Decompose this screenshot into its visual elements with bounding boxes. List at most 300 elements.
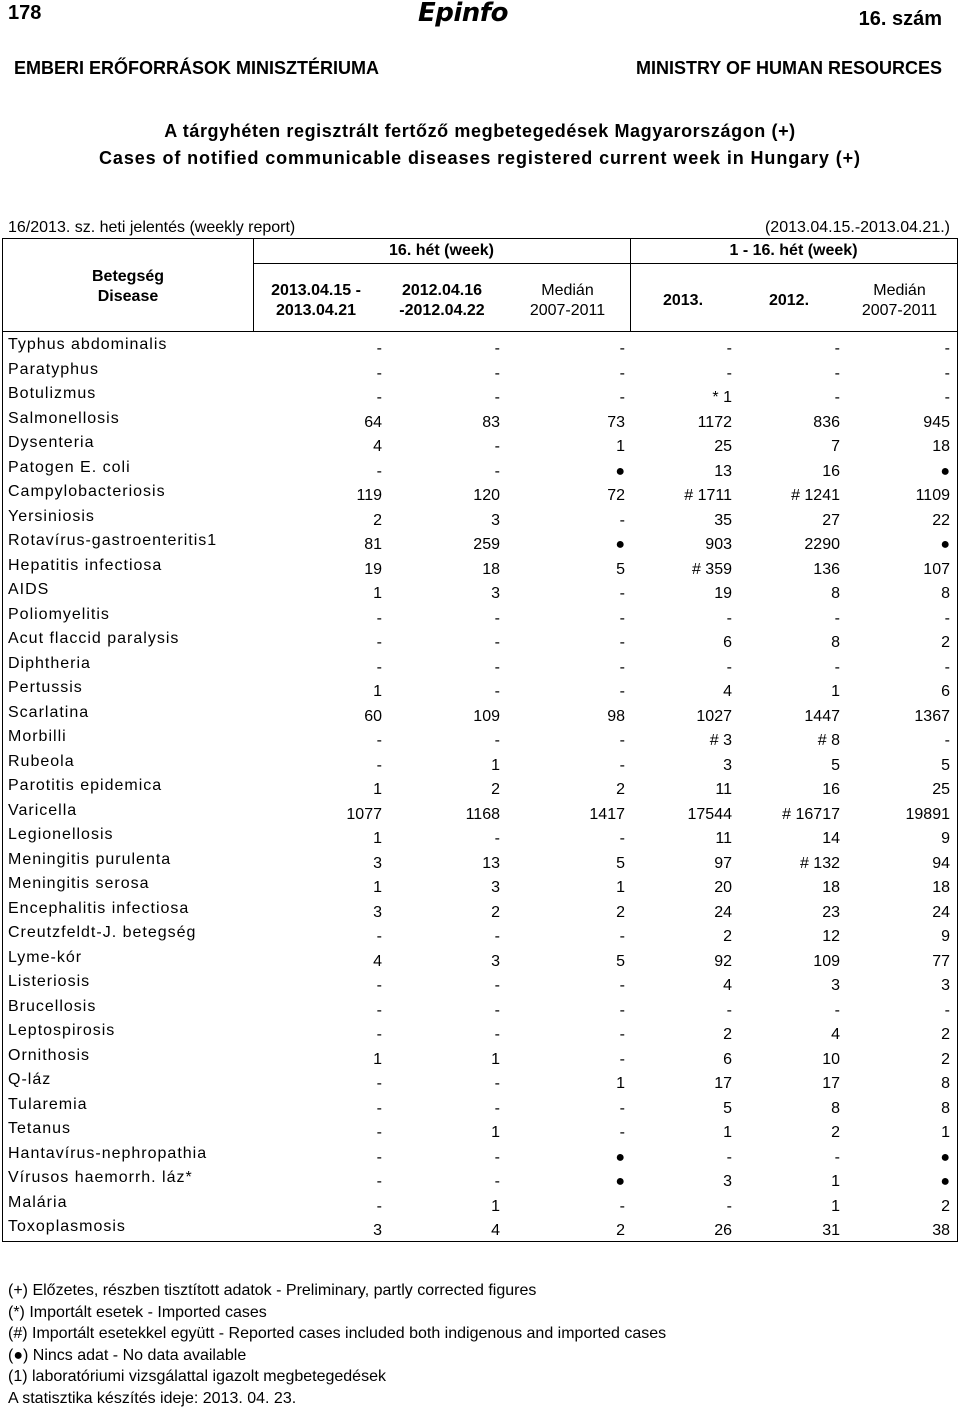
cell-value: 81 — [364, 536, 382, 553]
cell-value: ● — [940, 1173, 950, 1190]
cell-value: 2 — [723, 928, 732, 945]
cell-value: - — [619, 756, 625, 774]
cell-value: - — [834, 364, 840, 382]
footnotes — [8, 1280, 666, 1409]
cell-value: 18 — [482, 560, 500, 578]
table-row — [2, 922, 958, 947]
cell-value: - — [944, 732, 950, 749]
cell-value: 1447 — [804, 707, 840, 725]
table-row — [2, 579, 958, 604]
cell-value: - — [834, 389, 840, 406]
cell-value: 3 — [373, 854, 382, 872]
cell-value: - — [494, 683, 500, 700]
cell-value: 3 — [723, 1173, 732, 1190]
cell-value: - — [376, 977, 382, 994]
cell-value: 77 — [932, 952, 950, 970]
table-row — [2, 947, 958, 972]
cell-value: 4 — [723, 977, 732, 994]
cell-value: - — [376, 658, 382, 676]
table-row — [2, 898, 958, 923]
col-median-week-l2: 2007-2011 — [529, 302, 606, 319]
col-median-cum-l2: 2007-2011 — [861, 302, 938, 319]
table-row — [2, 457, 958, 482]
table-row — [2, 506, 958, 531]
cell-value: - — [619, 511, 625, 529]
disease-name: Hantavírus-nephropathia — [8, 1144, 208, 1162]
issue-number: 16. szám — [858, 8, 942, 30]
cell-value: 1 — [491, 756, 500, 774]
table-row — [2, 334, 958, 359]
cell-value: 8 — [831, 634, 840, 651]
cell-value: - — [494, 1026, 500, 1043]
cell-value: 10 — [822, 1050, 840, 1068]
table-row — [2, 824, 958, 849]
table-row — [2, 1167, 958, 1192]
cell-value: # 132 — [799, 854, 840, 872]
cell-value: 1172 — [697, 413, 732, 431]
cell-value: 27 — [822, 511, 840, 529]
cell-value: # 8 — [817, 732, 840, 749]
table-row — [2, 359, 958, 384]
cell-value: - — [619, 340, 625, 357]
cell-value: 8 — [941, 585, 950, 602]
cell-value: - — [619, 1050, 625, 1068]
cell-value: 72 — [607, 487, 625, 504]
cell-value: 1 — [373, 830, 382, 847]
cell-value: 2 — [491, 781, 500, 798]
cell-value: - — [376, 756, 382, 774]
table-row — [2, 1020, 958, 1045]
table-row — [2, 849, 958, 874]
disease-name: Paratyphus — [8, 360, 99, 378]
cell-value: - — [726, 658, 732, 676]
cell-value: 8 — [941, 1099, 950, 1117]
cell-value: 12 — [822, 928, 840, 945]
disease-header — [3, 267, 253, 307]
disease-name: Malária — [8, 1193, 68, 1211]
cell-value: 8 — [831, 1099, 840, 1117]
table-row — [2, 530, 958, 555]
cell-value: 136 — [813, 560, 840, 578]
cell-value: - — [376, 732, 382, 749]
cell-value: 92 — [714, 952, 732, 970]
cell-value: - — [619, 1001, 625, 1019]
cell-value: 4 — [373, 952, 382, 970]
disease-name: Poliomyelitis — [8, 605, 110, 623]
cell-value: 1 — [831, 1173, 840, 1190]
col-prev-week-l2: -2012.04.22 — [399, 302, 485, 319]
footnote-preliminary: (+) Előzetes, részben tisztított adatok - Preliminary, partly corrected figures — [8, 1282, 537, 1299]
cell-value: - — [619, 634, 625, 651]
footnote-included: (#) Importált esetekkel együtt - Reported cases included both indigenous and imported cases — [8, 1325, 667, 1342]
cell-value: - — [494, 462, 500, 480]
table-row — [2, 1118, 958, 1143]
cell-value: - — [619, 977, 625, 994]
table-row — [2, 873, 958, 898]
cell-value: - — [619, 1026, 625, 1043]
cell-value: 5 — [616, 854, 625, 872]
header-divider — [253, 263, 957, 264]
cell-value: 2 — [941, 1050, 950, 1068]
disease-header-en: Disease — [97, 288, 159, 305]
footnote-lab-confirmed: (1) laboratóriumi vizsgálattal igazolt megbetegedések — [8, 1368, 386, 1385]
cell-value: 25 — [714, 438, 732, 455]
cell-value: - — [834, 609, 840, 627]
cell-value: 1 — [373, 683, 382, 700]
cell-value: - — [376, 340, 382, 357]
cell-value: 120 — [473, 487, 500, 504]
report-number: 16/2013. sz. heti jelentés (weekly report) — [8, 219, 296, 236]
cell-value: 18 — [932, 438, 950, 455]
cell-value: 2 — [616, 903, 625, 921]
cell-value: 35 — [714, 511, 732, 529]
disease-name: Meningitis purulenta — [8, 850, 172, 868]
cell-value: - — [619, 732, 625, 749]
cell-value: - — [619, 1197, 625, 1215]
cell-value: ● — [940, 536, 950, 553]
cell-value: 5 — [616, 560, 625, 578]
cell-value: 5 — [941, 756, 950, 774]
cell-value: 1 — [831, 683, 840, 700]
disease-name: Hepatitis infectiosa — [8, 556, 163, 574]
cell-value: 1367 — [914, 707, 950, 725]
disease-name: Encephalitis infectiosa — [8, 899, 190, 917]
cell-value: 2290 — [804, 536, 840, 553]
cell-value: - — [726, 340, 732, 357]
cell-value: 3 — [373, 903, 382, 921]
disease-name: Acut flaccid paralysis — [8, 630, 180, 647]
cell-value: 4 — [831, 1026, 840, 1043]
cell-value: ● — [615, 462, 625, 480]
table-row — [2, 628, 958, 653]
cell-value: 25 — [932, 781, 950, 798]
cell-value: - — [494, 830, 500, 847]
cell-value: 8 — [831, 585, 840, 602]
disease-header-hu: Betegség — [91, 268, 165, 285]
cell-value: 1 — [491, 1197, 500, 1215]
cell-value: 11 — [715, 830, 732, 847]
cell-value: 109 — [813, 952, 840, 970]
cell-value: - — [494, 634, 500, 651]
table-row — [2, 1094, 958, 1119]
col-prev-week-l1: 2012.04.16 — [401, 282, 483, 299]
cell-value: - — [834, 340, 840, 357]
disease-name: Lyme-kór — [8, 948, 83, 966]
cell-value: 3 — [491, 952, 500, 970]
cell-value: 1 — [723, 1124, 732, 1141]
disease-name: Rotavírus-gastroenteritis1 — [8, 532, 218, 549]
cell-value: 9 — [941, 830, 950, 847]
disease-name: Meningitis serosa — [8, 875, 150, 892]
cell-value: 38 — [932, 1222, 950, 1239]
disease-name: Ornithosis — [8, 1046, 91, 1064]
cell-value: - — [944, 340, 950, 357]
cell-value: - — [376, 364, 382, 382]
cell-value: - — [944, 658, 950, 676]
cell-value: 1 — [373, 1050, 382, 1068]
cell-value: 26 — [714, 1222, 732, 1239]
footnote-generated-date: A statisztika készítés ideje: 2013. 04. 23. — [8, 1389, 297, 1407]
cell-value: 3 — [491, 511, 500, 529]
cell-value: 2 — [491, 903, 500, 921]
cell-value: - — [834, 1001, 840, 1019]
cell-value: 1417 — [589, 805, 625, 823]
cell-value: 11 — [715, 781, 732, 798]
cell-value: ● — [615, 1148, 625, 1166]
cell-value: 903 — [705, 536, 732, 553]
disease-name: Patogen E. coli — [8, 458, 131, 476]
disease-name: Yersiniosis — [8, 507, 95, 525]
disease-name: Salmonellosis — [8, 409, 120, 427]
cell-value: 119 — [356, 487, 382, 504]
cell-value: - — [619, 830, 625, 847]
cell-value: 259 — [473, 536, 500, 553]
cell-value: - — [726, 364, 732, 382]
col-median-week-header — [505, 281, 630, 321]
cell-value: 19 — [714, 585, 732, 602]
cell-value: 1 — [373, 585, 382, 602]
cell-value: 1 — [491, 1050, 500, 1068]
cell-value: 107 — [923, 560, 950, 578]
cell-value: # 3 — [709, 732, 732, 749]
cell-value: - — [376, 1124, 382, 1141]
cell-value: - — [494, 609, 500, 627]
cell-value: - — [494, 438, 500, 455]
cell-value: - — [376, 1026, 382, 1043]
disease-name: Vírusos haemorrh. láz* — [8, 1169, 193, 1186]
col-median-week-l1: Medián — [541, 282, 594, 299]
table-row — [2, 1143, 958, 1168]
cell-value: - — [494, 340, 500, 357]
cell-value: 31 — [822, 1222, 840, 1239]
col-current-week-l2: 2013.04.21 — [275, 302, 357, 319]
col-median-cum-header — [842, 281, 957, 321]
cell-value: 2 — [941, 1197, 950, 1215]
cell-value: 8 — [941, 1075, 950, 1092]
cell-value: - — [944, 1001, 950, 1019]
cell-value: 2 — [941, 634, 950, 651]
cell-value: - — [834, 658, 840, 676]
disease-name: Legionellosis — [8, 826, 114, 843]
table-row — [2, 1045, 958, 1070]
col-2013-header: 2013. — [662, 292, 704, 309]
cell-value: - — [619, 683, 625, 700]
table-row — [2, 751, 958, 776]
disease-name: Campylobacteriosis — [8, 483, 166, 500]
epinfo-logo: Epinfo — [418, 0, 508, 28]
cell-value: 18 — [932, 879, 950, 896]
disease-name: Q-láz — [8, 1071, 52, 1088]
cell-value: 17 — [822, 1075, 840, 1092]
cell-value: # 16717 — [782, 805, 840, 823]
disease-name: Botulizmus — [8, 385, 97, 402]
cell-value: 13 — [714, 462, 732, 480]
cell-value: # 359 — [691, 560, 732, 578]
footnote-no-data: (●) Nincs adat - No data available — [8, 1346, 247, 1364]
cell-value: 24 — [932, 903, 950, 921]
table-row — [2, 775, 958, 800]
cell-value: 24 — [714, 903, 732, 921]
cell-value: # 1241 — [791, 487, 840, 504]
disease-name: Brucellosis — [8, 997, 97, 1015]
footnote-imported: (*) Importált esetek - Imported cases — [8, 1303, 267, 1321]
disease-name: Morbilli — [8, 728, 67, 745]
cell-value: 1 — [616, 1075, 625, 1092]
cell-value: - — [376, 1197, 382, 1215]
ministry-name-hu: EMBERI ERŐFORRÁSOK MINISZTÉRIUMA — [14, 58, 380, 78]
cell-value: 1 — [616, 879, 625, 896]
cell-value: 1 — [941, 1124, 950, 1141]
cell-value: 3 — [831, 977, 840, 994]
table-row — [2, 726, 958, 751]
cell-value: 1 — [373, 879, 382, 896]
cell-value: - — [619, 1124, 625, 1141]
cell-value: - — [494, 364, 500, 382]
table-row — [2, 971, 958, 996]
cell-value: 4 — [723, 683, 732, 700]
col-2012-header: 2012. — [768, 292, 810, 309]
cell-value: 3 — [491, 879, 500, 896]
col-current-week-l1: 2013.04.15 - — [271, 282, 361, 299]
cell-value: - — [944, 389, 950, 406]
disease-name: Leptospirosis — [8, 1022, 116, 1039]
cell-value: 2 — [616, 1222, 625, 1239]
cell-value: 1109 — [915, 487, 950, 504]
cell-value: - — [376, 1099, 382, 1117]
cell-value: 2 — [831, 1124, 840, 1141]
cell-value: 5 — [616, 952, 625, 970]
cell-value: - — [376, 609, 382, 627]
cell-value: - — [726, 1148, 732, 1166]
table-row — [2, 996, 958, 1021]
cell-value: - — [376, 389, 382, 406]
week-group-header: 16. hét (week) — [389, 242, 494, 259]
cell-value: - — [944, 364, 950, 382]
table-row — [2, 677, 958, 702]
cell-value: - — [619, 585, 625, 602]
table-row — [2, 800, 958, 825]
report-period: (2013.04.15.-2013.04.21.) — [764, 219, 950, 236]
cell-value: 13 — [482, 854, 500, 872]
disease-name: Tularemia — [8, 1095, 88, 1113]
cell-value: 18 — [822, 879, 840, 896]
cell-value: - — [834, 1148, 840, 1166]
cell-value: - — [619, 389, 625, 406]
cell-value: 6 — [723, 634, 732, 651]
disease-name: Tetanus — [8, 1120, 72, 1137]
cell-value: 6 — [941, 683, 950, 700]
page-title-hu: A tárgyhéten regisztrált fertőző megbetegedések Magyarországon (+) — [164, 121, 796, 141]
cell-value: 19891 — [905, 805, 950, 823]
table-row — [2, 481, 958, 506]
cell-value: * 1 — [712, 389, 732, 406]
cell-value: ● — [615, 1173, 625, 1190]
disease-name: Toxoplasmosis — [8, 1218, 126, 1235]
disease-name: Parotitis epidemica — [8, 777, 163, 794]
disease-name: Varicella — [8, 801, 78, 819]
col-current-week-header — [253, 281, 379, 321]
disease-name: Dysenteria — [8, 434, 95, 451]
cell-value: ● — [940, 462, 950, 480]
page-title-en: Cases of notified communicable diseases registered current week in Hungary (+) — [99, 148, 861, 168]
cell-value: 4 — [373, 438, 382, 455]
cell-value: 73 — [607, 413, 625, 431]
cell-value: 14 — [822, 830, 840, 847]
cell-value: - — [726, 1001, 732, 1019]
cell-value: 1168 — [465, 805, 500, 823]
cell-value: 64 — [364, 413, 382, 431]
cell-value: 98 — [607, 707, 625, 725]
table-row — [2, 1216, 958, 1241]
disease-name: AIDS — [8, 581, 50, 598]
col-median-cum-l1: Medián — [873, 282, 926, 299]
cell-value: 1077 — [346, 805, 382, 823]
cell-value: - — [944, 609, 950, 627]
cumulative-group-header: 1 - 16. hét (week) — [729, 242, 858, 259]
cell-value: 1 — [373, 781, 382, 798]
cell-value: 3 — [723, 756, 732, 774]
cell-value: - — [376, 1001, 382, 1019]
cell-value: 3 — [373, 1222, 382, 1239]
cell-value: 945 — [923, 413, 950, 431]
table-row — [2, 432, 958, 457]
table-body — [2, 334, 958, 1241]
cell-value: ● — [940, 1148, 950, 1166]
cell-value: 1 — [831, 1197, 840, 1215]
cell-value: - — [376, 462, 382, 480]
table-row — [2, 383, 958, 408]
disease-name: Creutzfeldt-J. betegség — [8, 924, 197, 941]
cell-value: 6 — [723, 1050, 732, 1068]
disease-name: Listeriosis — [8, 973, 91, 990]
disease-name: Diphtheria — [8, 654, 91, 672]
table-row — [2, 1192, 958, 1217]
cell-value: 16 — [822, 781, 840, 798]
cell-value: # 1711 — [684, 487, 732, 504]
cell-value: 17544 — [687, 805, 732, 823]
cell-value: - — [494, 1099, 500, 1117]
cell-value: - — [619, 609, 625, 627]
cell-value: 1 — [491, 1124, 500, 1141]
cell-value: - — [494, 732, 500, 749]
cell-value: - — [376, 1148, 382, 1166]
cell-value: - — [726, 1197, 732, 1215]
cell-value: 60 — [364, 707, 382, 725]
disease-name: Rubeola — [8, 752, 75, 770]
cell-value: 5 — [831, 756, 840, 774]
disease-name: Pertussis — [8, 679, 83, 696]
cell-value: 20 — [714, 879, 732, 896]
cell-value: - — [494, 389, 500, 406]
cell-value: 3 — [941, 977, 950, 994]
cell-value: - — [494, 1148, 500, 1166]
cell-value: ● — [615, 536, 625, 553]
cell-value: 2 — [373, 511, 382, 529]
cell-value: 1 — [616, 438, 625, 455]
cell-value: 97 — [714, 854, 732, 872]
cell-value: 2 — [616, 781, 625, 798]
cell-value: 4 — [491, 1222, 500, 1239]
table-row — [2, 555, 958, 580]
cell-value: - — [619, 1099, 625, 1117]
cell-value: - — [376, 634, 382, 651]
cell-value: 16 — [822, 462, 840, 480]
col-prev-week-header — [379, 281, 505, 321]
cell-value: - — [619, 364, 625, 382]
cell-value: - — [376, 1075, 382, 1092]
cell-value: 109 — [473, 707, 500, 725]
cell-value: 5 — [723, 1099, 732, 1117]
